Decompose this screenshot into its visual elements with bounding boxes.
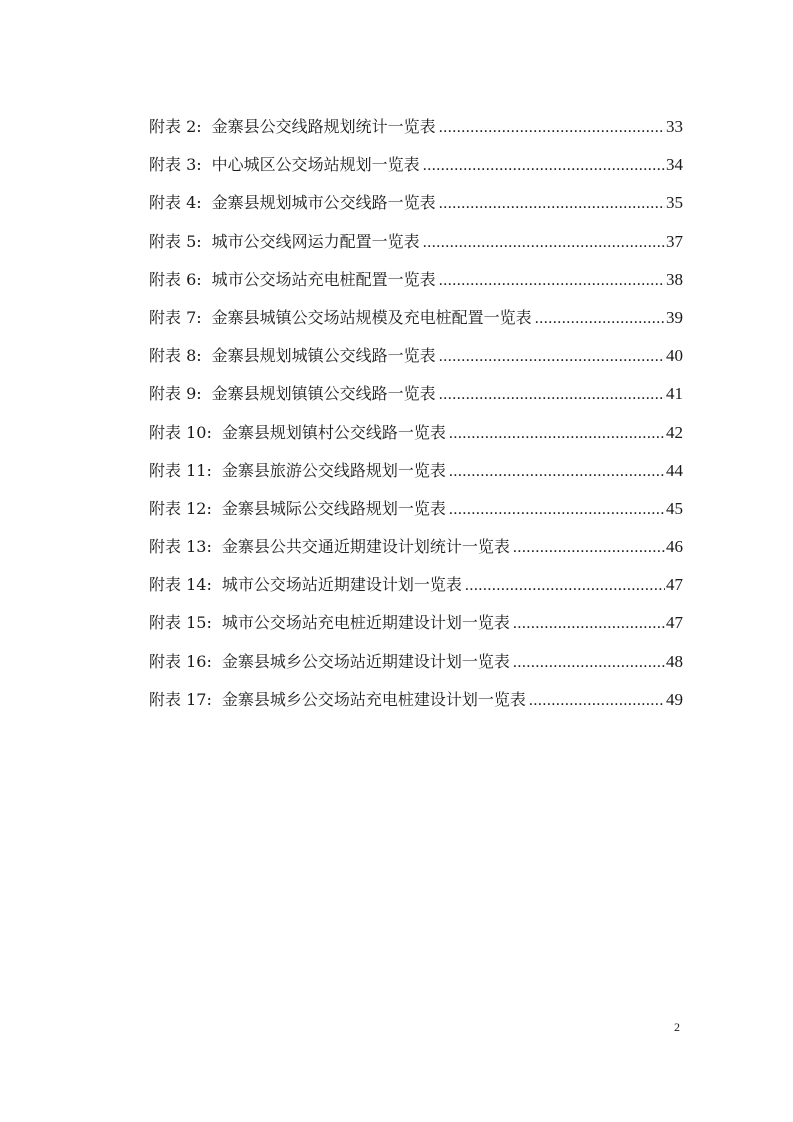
toc-entry-label: 附表 10: bbox=[149, 422, 212, 442]
toc-entry-page-number: 45 bbox=[666, 498, 683, 518]
toc-entry-label: 附表 9: bbox=[149, 384, 202, 404]
toc-entry-label: 附表 7: bbox=[149, 307, 202, 327]
toc-dot-leader bbox=[465, 577, 665, 595]
toc-entry-page-number: 49 bbox=[666, 689, 683, 709]
toc-entry-page-number: 40 bbox=[666, 346, 683, 366]
toc-dot-leader bbox=[439, 348, 665, 366]
toc-entry-page-number: 47 bbox=[666, 575, 683, 595]
toc-entry[interactable] bbox=[149, 610, 683, 648]
toc-entry[interactable] bbox=[149, 152, 683, 190]
toc-entry-title: 金寨县规划城镇公交线路一览表 bbox=[211, 346, 436, 366]
toc-entry[interactable] bbox=[149, 420, 683, 458]
toc-entry-title: 金寨县城镇公交场站规模及充电桩配置一览表 bbox=[211, 307, 532, 327]
toc-dot-leader bbox=[439, 119, 665, 137]
toc-entry-label: 附表 5: bbox=[149, 231, 202, 251]
toc-dot-leader bbox=[439, 272, 665, 290]
toc-entry[interactable] bbox=[149, 381, 683, 419]
toc-dot-leader bbox=[449, 425, 665, 443]
toc-dot-leader bbox=[423, 234, 665, 252]
toc-entry-label: 附表 16: bbox=[149, 651, 212, 671]
toc-entry-title: 金寨县城乡公交场站近期建设计划一览表 bbox=[221, 651, 510, 671]
toc-entry-page-number: 39 bbox=[666, 307, 683, 327]
toc-entry-label: 附表 6: bbox=[149, 269, 202, 289]
toc-entry[interactable] bbox=[149, 458, 683, 496]
toc-dot-leader bbox=[449, 501, 665, 519]
toc-entry-title: 城市公交场站充电桩配置一览表 bbox=[211, 269, 436, 289]
toc-entry[interactable] bbox=[149, 496, 683, 534]
toc-entry-title: 金寨县城际公交线路规划一览表 bbox=[221, 498, 446, 518]
toc-entry-title: 中心城区公交场站规划一览表 bbox=[211, 155, 420, 175]
toc-entry-label: 附表 15: bbox=[149, 613, 212, 633]
toc-dot-leader bbox=[529, 692, 665, 710]
toc-dot-leader bbox=[439, 195, 665, 213]
toc-entry[interactable] bbox=[149, 343, 683, 381]
toc-entry[interactable] bbox=[149, 229, 683, 267]
toc-entry[interactable] bbox=[149, 572, 683, 610]
table-of-contents bbox=[149, 114, 683, 725]
toc-dot-leader bbox=[423, 157, 665, 175]
toc-entry[interactable] bbox=[149, 649, 683, 687]
toc-entry[interactable] bbox=[149, 305, 683, 343]
toc-dot-leader bbox=[439, 386, 665, 404]
toc-dot-leader bbox=[449, 463, 665, 481]
toc-entry-title: 金寨县规划镇村公交线路一览表 bbox=[221, 422, 446, 442]
toc-entry[interactable] bbox=[149, 687, 683, 725]
toc-entry-label: 附表 13: bbox=[149, 537, 212, 557]
toc-entry-label: 附表 11: bbox=[149, 460, 212, 480]
toc-entry-title: 金寨县规划镇镇公交线路一览表 bbox=[211, 384, 436, 404]
toc-entry-page-number: 44 bbox=[666, 460, 683, 480]
page-number: 2 bbox=[674, 1020, 680, 1034]
toc-entry-page-number: 47 bbox=[666, 613, 683, 633]
toc-dot-leader bbox=[535, 310, 665, 328]
toc-entry-label: 附表 8: bbox=[149, 346, 202, 366]
toc-entry-label: 附表 17: bbox=[149, 689, 212, 709]
toc-entry-title: 金寨县规划城市公交线路一览表 bbox=[211, 193, 436, 213]
toc-entry-label: 附表 3: bbox=[149, 155, 202, 175]
toc-dot-leader bbox=[513, 539, 665, 557]
toc-entry-title: 金寨县城乡公交场站充电桩建设计划一览表 bbox=[221, 689, 526, 709]
toc-dot-leader bbox=[513, 654, 665, 672]
toc-entry-title: 城市公交场站充电桩近期建设计划一览表 bbox=[221, 613, 510, 633]
toc-entry[interactable] bbox=[149, 114, 683, 152]
toc-entry[interactable] bbox=[149, 190, 683, 228]
toc-entry[interactable] bbox=[149, 534, 683, 572]
toc-dot-leader bbox=[513, 615, 665, 633]
toc-entry-title: 金寨县公共交通近期建设计划统计一览表 bbox=[221, 537, 510, 557]
toc-entry-label: 附表 4: bbox=[149, 193, 202, 213]
toc-entry-title: 金寨县公交线路规划统计一览表 bbox=[211, 117, 436, 136]
toc-entry-page-number: 34 bbox=[666, 155, 683, 175]
toc-entry-page-number: 38 bbox=[666, 269, 683, 289]
toc-entry-page-number: 37 bbox=[666, 231, 683, 251]
toc-entry[interactable] bbox=[149, 267, 683, 305]
toc-entry-title: 城市公交场站近期建设计划一览表 bbox=[221, 575, 462, 595]
toc-entry-page-number: 41 bbox=[666, 384, 683, 404]
toc-entry-label: 附表 14: bbox=[149, 575, 212, 595]
toc-entry-page-number: 48 bbox=[666, 651, 683, 671]
toc-entry-page-number: 46 bbox=[666, 537, 683, 557]
toc-entry-title: 金寨县旅游公交线路规划一览表 bbox=[221, 460, 446, 480]
toc-entry-label: 附表 12: bbox=[149, 498, 212, 518]
toc-entry-label: 附表 2: bbox=[149, 117, 202, 136]
toc-entry-page-number: 35 bbox=[666, 193, 683, 213]
toc-entry-page-number: 42 bbox=[666, 422, 683, 442]
toc-entry-page-number: 33 bbox=[666, 117, 683, 136]
toc-entry-title: 城市公交线网运力配置一览表 bbox=[211, 231, 420, 251]
